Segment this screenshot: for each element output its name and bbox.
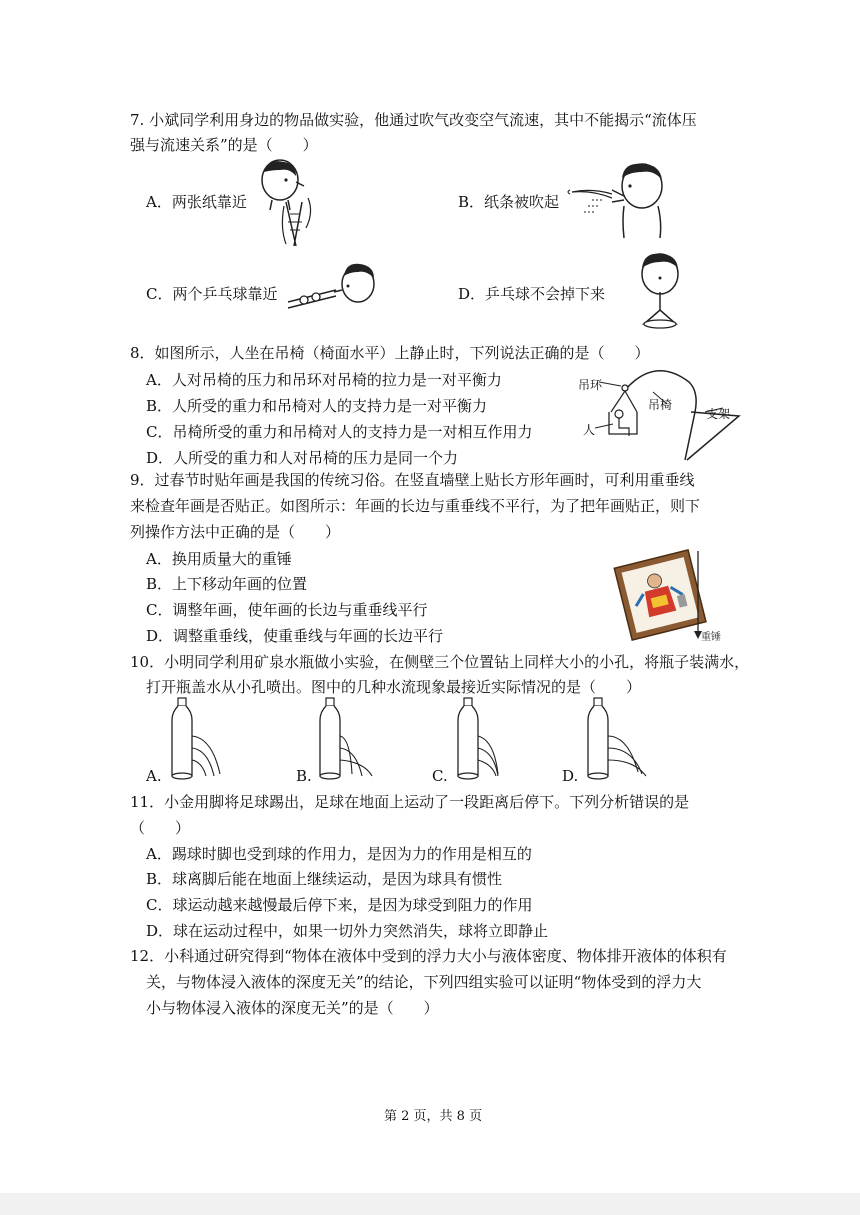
q11-option-d: D．球在运动过程中，如果一切外力突然消失，球将立即静止 [146,922,549,940]
q7-option-b: B．纸条被吹起 [458,193,560,211]
q11-option-c: C．球运动越来越慢最后停下来，是因为球受到阻力的作用 [146,896,533,914]
q7-figure-a [250,158,330,248]
q8-label-chair: 吊椅 [648,398,673,412]
q10-figure-b-bottle [316,696,388,784]
q9-option-c: C．调整年画，使年画的长边与重垂线平行 [146,601,428,619]
q10-option-d: D. [562,767,579,785]
q12-stem-line3: 小与物体浸入液体的深度无关”的是（ ） [146,999,439,1017]
q8-option-d: D．人所受的重力和人对吊椅的压力是同一个力 [146,449,459,467]
page-number: 第 2 页，共 8 页 [384,1109,483,1124]
q9-stem-line1: 9．过春节时贴年画是我国的传统习俗。在竖直墙壁上贴长方形年画时，可利用重垂线 [130,471,695,489]
q8-label-person: 人 [583,423,596,437]
q11-stem-line1: 11．小金用脚将足球踢出，足球在地面上运动了一段距离后停下。下列分析错误的是 [130,793,690,811]
q10-option-c: C. [432,767,448,785]
q10-figure-d-bottle [584,696,656,784]
q8-option-c: C．吊椅所受的重力和吊椅对人的支持力是一对相互作用力 [146,423,533,441]
q8-stem: 8．如图所示，人坐在吊椅（椅面水平）上静止时，下列说法正确的是（ ） [130,344,650,362]
q9-option-a: A．换用质量大的重锤 [146,550,292,568]
q7-figure-d [620,252,700,332]
q9-stem-line3: 列操作方法中正确的是（ ） [130,523,341,541]
q9-label-plumb: 重锤 [701,632,721,643]
q11-option-b: B．球离脚后能在地面上继续运动，是因为球具有惯性 [146,870,503,888]
q8-option-a: A．人对吊椅的压力和吊环对吊椅的拉力是一对平衡力 [146,371,502,389]
q7-option-c: C．两个乒乓球靠近 [146,285,278,303]
q10-option-b: B. [296,767,312,785]
q7-stem-line2: 强与流速关系”的是（ ） [130,136,318,154]
q8-option-b: B．人所受的重力和吊椅对人的支持力是一对平衡力 [146,397,488,415]
q7-option-d: D．乒乓球不会掉下来 [458,285,606,303]
q9-option-b: B．上下移动年画的位置 [146,575,308,593]
q12-stem-line1: 12．小科通过研究得到“物体在液体中受到的浮力大小与液体密度、物体排开液体的体积有 [130,947,727,965]
q12-stem-line2: 关，与物体浸入液体的深度无关”的结论，下列四组实验可以证明“物体受到的浮力大 [146,973,702,991]
q9-option-d: D．调整重垂线，使重垂线与年画的长边平行 [146,627,444,645]
q7-figure-b [562,160,672,245]
q8-label-stand: 支架 [706,407,731,421]
q7-option-a: A．两张纸靠近 [146,193,247,211]
q10-figure-c-bottle [454,696,526,784]
q10-stem-line2: 打开瓶盖水从小孔喷出。图中的几种水流现象最接近实际情况的是（ ） [146,678,642,696]
q7-stem-line1: 7. 小斌同学利用身边的物品做实验，他通过吹气改变空气流速，其中不能揭示“流体压 [130,111,697,129]
q10-stem-line1: 10．小明同学利用矿泉水瓶做小实验，在侧壁三个位置钻上同样大小的小孔，将瓶子装满水， [130,653,750,671]
q7-figure-c [286,262,386,312]
q11-stem-line2: （ ） [130,819,191,837]
q8-label-ring: 吊环 [578,378,603,392]
q9-figure-new-year-picture [606,545,716,645]
q10-figure-a-bottle [168,696,240,784]
scan-bottom-edge [0,1193,860,1215]
q9-stem-line2: 来检查年画是否贴正。如图所示：年画的长边与重垂线不平行，为了把年画贴正，则下 [130,497,701,515]
q11-option-a: A．踢球时脚也受到球的作用力，是因为力的作用是相互的 [146,845,532,863]
q10-option-a: A. [146,767,162,785]
